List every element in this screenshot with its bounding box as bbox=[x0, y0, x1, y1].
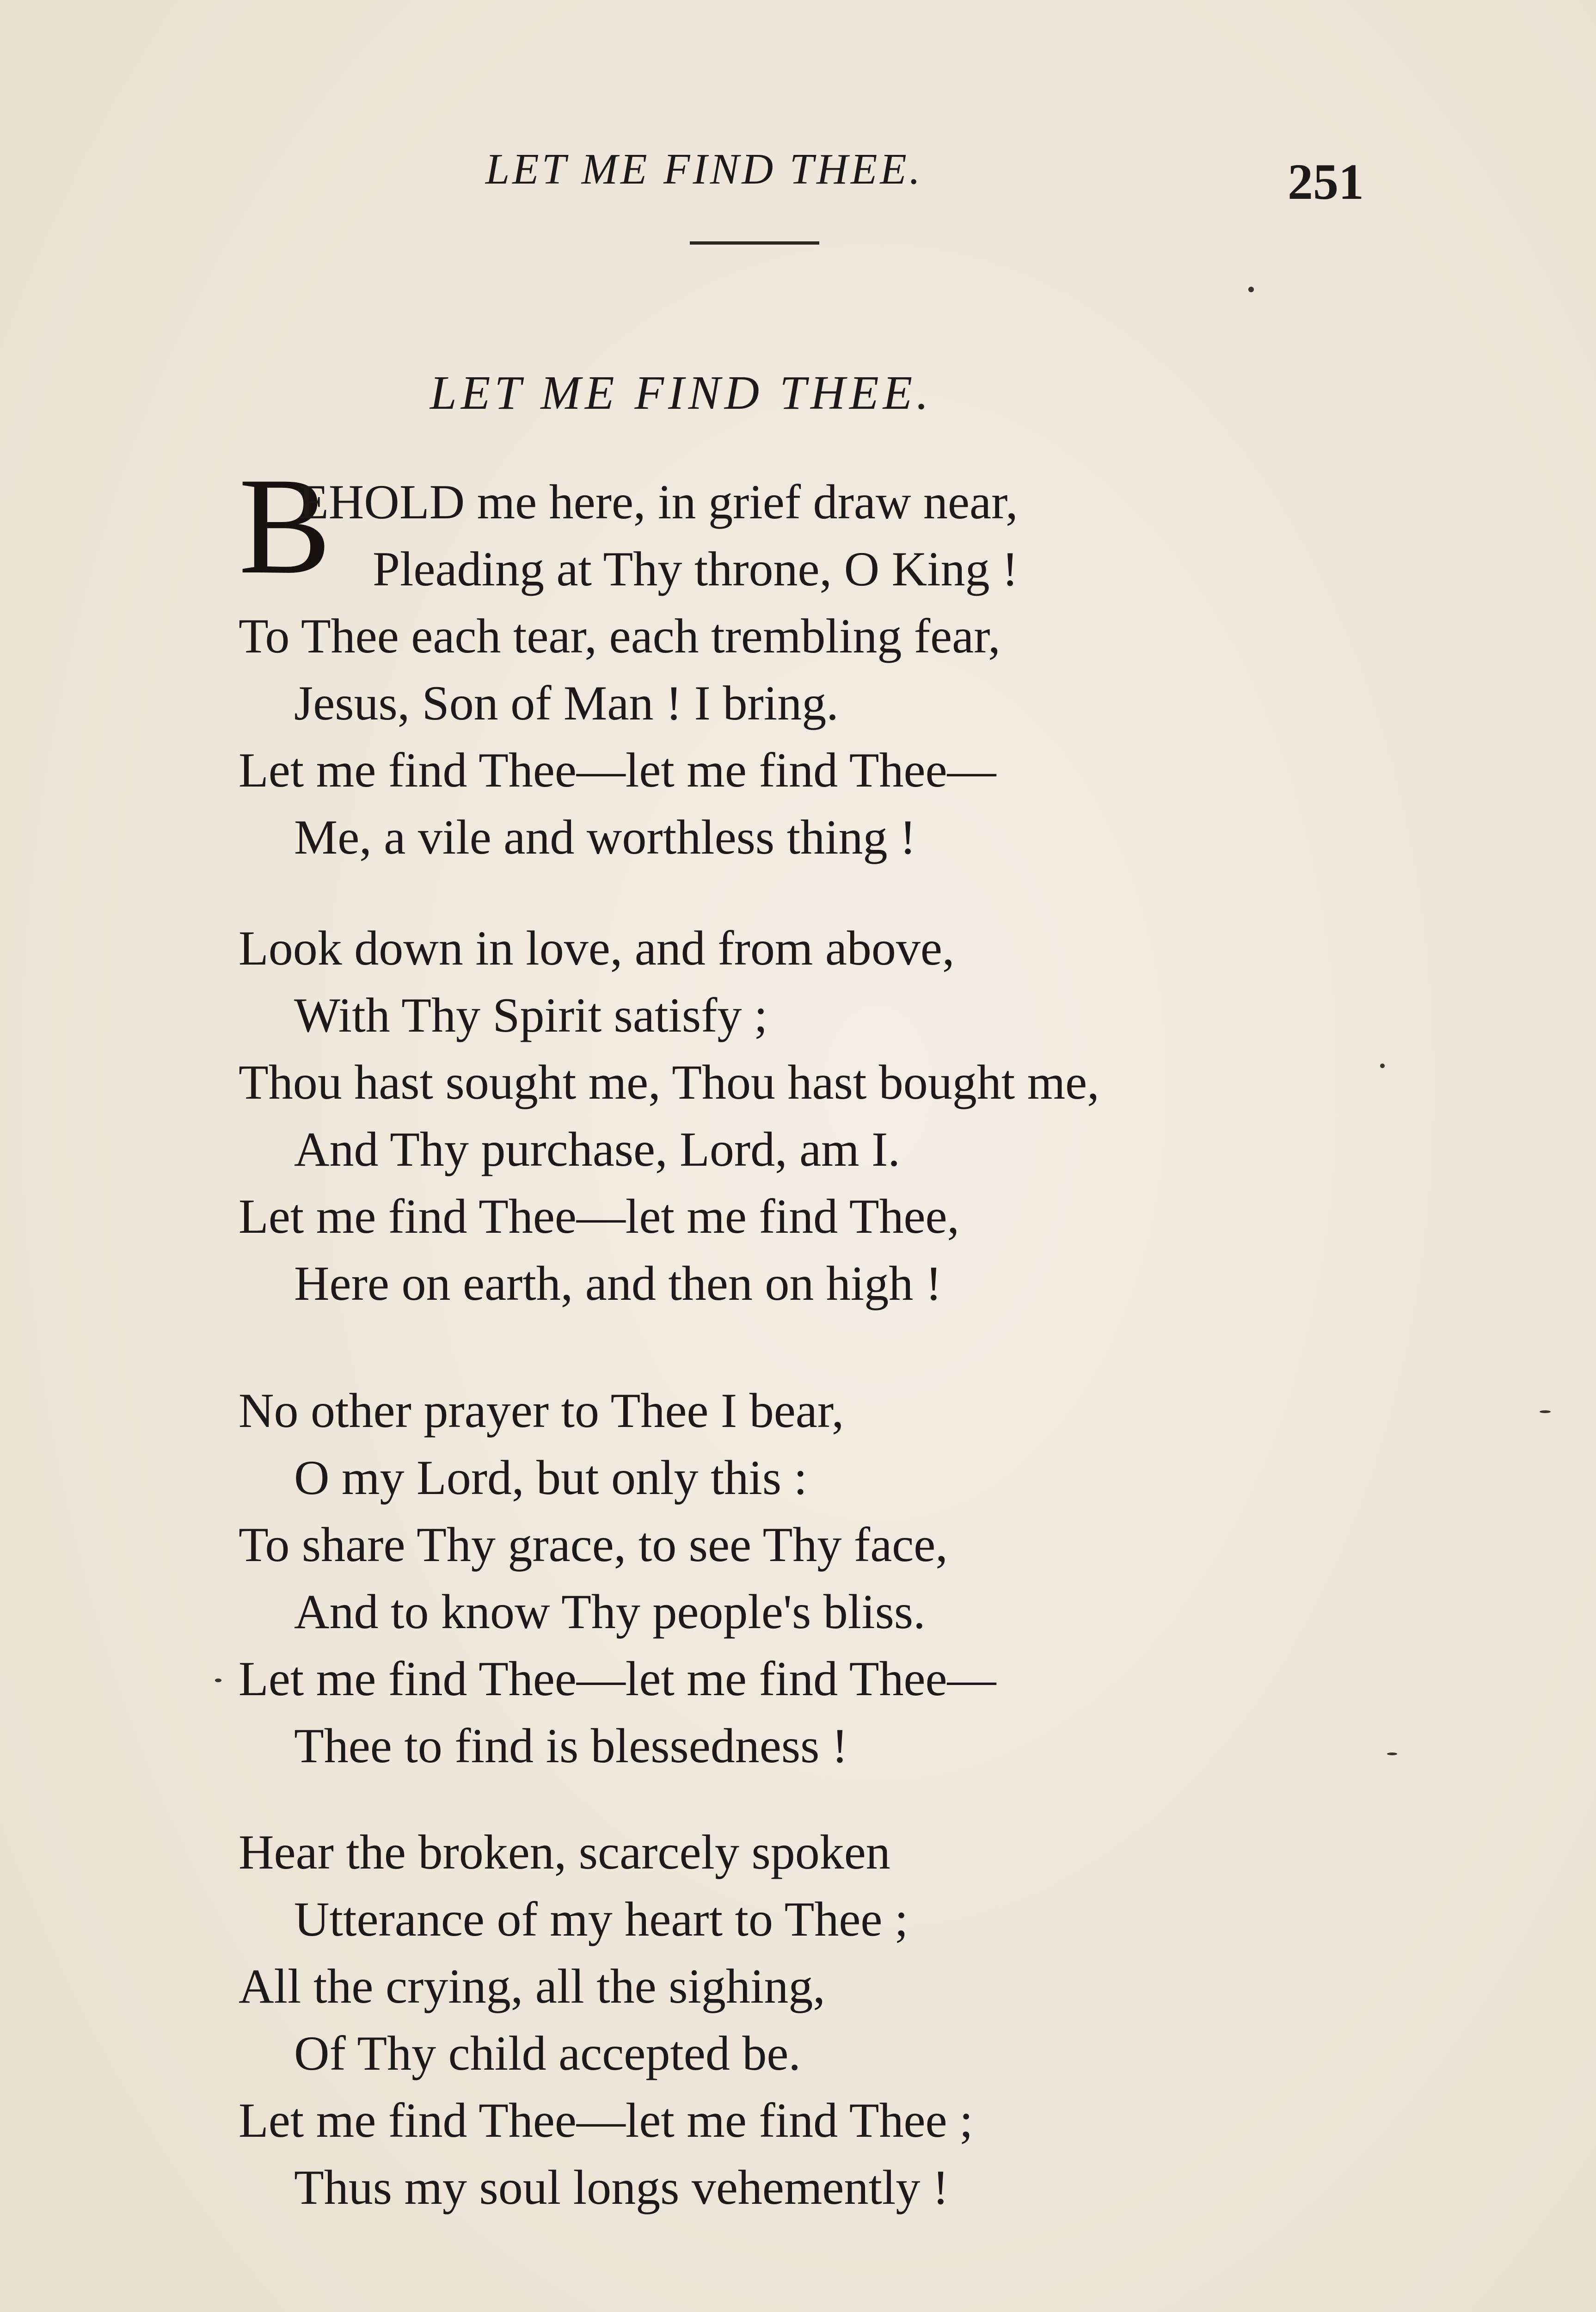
ink-speck bbox=[1380, 1064, 1385, 1068]
poem-line: Look down in love, and from above, bbox=[239, 921, 955, 975]
poem-line: All the crying, all the sighing, bbox=[239, 1959, 825, 2013]
ink-speck bbox=[1248, 287, 1254, 292]
poem-line: Utterance of my heart to Thee ; bbox=[294, 1892, 908, 1946]
poem-line: Thee to find is blessedness ! bbox=[294, 1719, 848, 1773]
poem-line: And Thy purchase, Lord, am I. bbox=[294, 1122, 900, 1176]
poem-line: EHOLD me here, in grief draw near, bbox=[299, 475, 1018, 529]
poem-line: Let me find Thee—let me find Thee ; bbox=[239, 2093, 973, 2147]
poem-line: Let me find Thee—let me find Thee— bbox=[239, 743, 996, 797]
poem-line: Let me find Thee—let me find Thee— bbox=[239, 1652, 996, 1706]
poem-line: And to know Thy people's bliss. bbox=[294, 1585, 926, 1639]
drop-cap: B bbox=[239, 449, 331, 603]
poem-line: O my Lord, but only this : bbox=[294, 1451, 808, 1505]
ink-speck bbox=[1540, 1410, 1551, 1413]
poem-line: Pleading at Thy throne, O King ! bbox=[373, 542, 1019, 596]
poem-line: Let me find Thee—let me find Thee, bbox=[239, 1189, 960, 1243]
poem-line: Of Thy child accepted be. bbox=[294, 2026, 801, 2080]
poem-line: Thou hast sought me, Thou hast bought me, bbox=[239, 1055, 1099, 1109]
running-head: LET ME FIND THEE. bbox=[485, 145, 923, 193]
poem-line: Me, a vile and worthless thing ! bbox=[294, 810, 916, 864]
ink-speck bbox=[1387, 1752, 1397, 1755]
poem-line: Here on earth, and then on high ! bbox=[294, 1256, 942, 1310]
poem-line: To Thee each tear, each trembling fear, bbox=[239, 609, 1001, 663]
poem-line: No other prayer to Thee I bear, bbox=[239, 1384, 844, 1438]
poem-line: With Thy Spirit satisfy ; bbox=[294, 988, 768, 1042]
poem-line: To share Thy grace, to see Thy face, bbox=[239, 1518, 948, 1572]
poem-title: LET ME FIND THEE. bbox=[430, 366, 933, 419]
poem-line: Jesus, Son of Man ! I bring. bbox=[294, 676, 839, 730]
poem-line: Thus my soul longs vehemently ! bbox=[294, 2160, 949, 2214]
title-rule bbox=[690, 241, 819, 245]
page-number: 251 bbox=[1288, 154, 1364, 210]
ink-speck bbox=[215, 1679, 221, 1682]
poem-line: Hear the broken, scarcely spoken bbox=[239, 1825, 890, 1879]
